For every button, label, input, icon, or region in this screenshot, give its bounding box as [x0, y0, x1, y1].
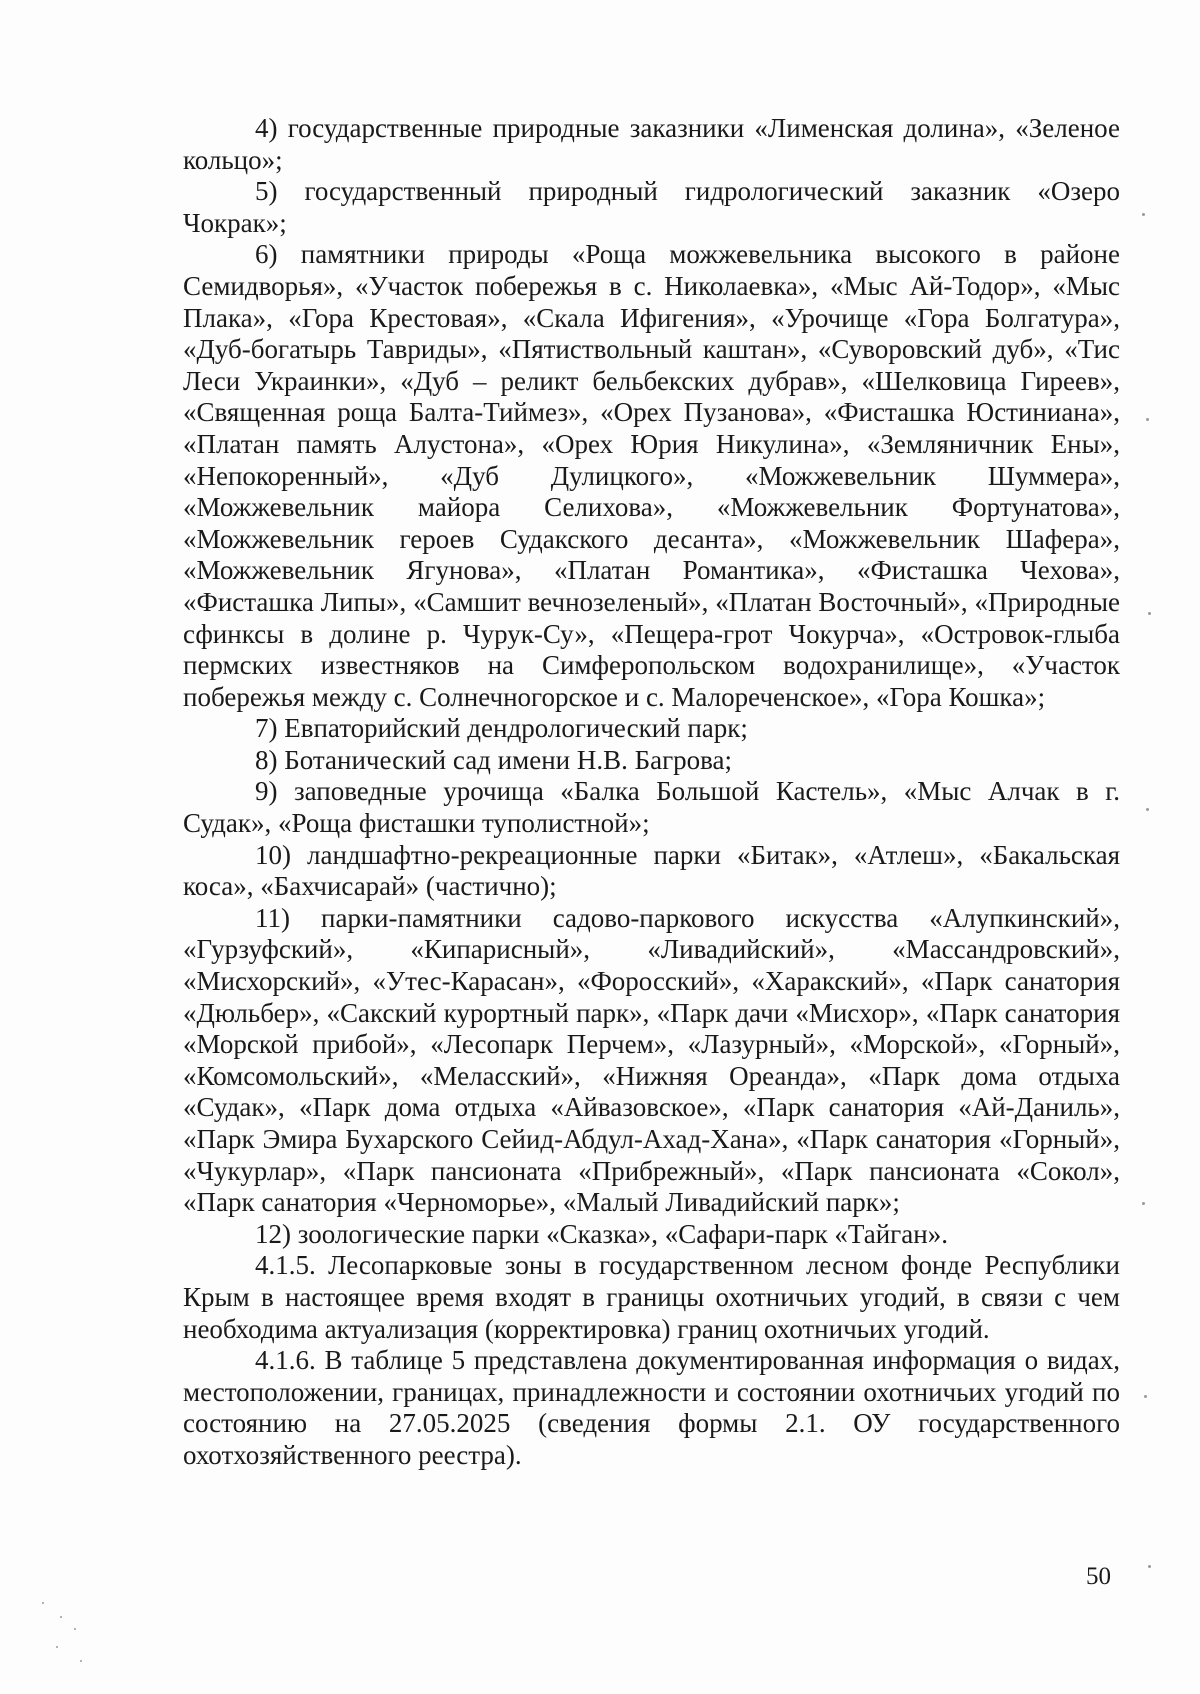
scan-speck: [1144, 1395, 1147, 1398]
scan-speck: [80, 1660, 82, 1662]
paragraph-item-5: 5) государственный природный гидрологический заказник «Озеро Чокрак»;: [183, 176, 1120, 238]
paragraph-section-4-1-6: 4.1.6. В таблице 5 представлена документированная информация о видах, местоположении, границах, принадлежности и состоянии охотничьих угодий по состоянию на 27.05.2025 (сведения формы 2.1. ОУ государственного охотхозяйственного реестра).: [183, 1345, 1120, 1470]
scan-speck: [1146, 808, 1149, 811]
paragraph-item-9: 9) заповедные урочища «Балка Большой Кастель», «Мыс Алчак в г. Судак», «Роща фисташки туполистной»;: [183, 776, 1120, 839]
paragraph-item-12: 12) зоологические парки «Сказка», «Сафари-парк «Тайган».: [255, 1218, 948, 1249]
scan-speck: [1142, 213, 1145, 216]
paragraph-item-7: 7) Евпаторийский дендрологический парк;: [255, 713, 748, 744]
scan-speck: [60, 1616, 62, 1618]
paragraph-item-10: 10) ландшафтно-рекреационные парки «Битак», «Атлеш», «Бакальская коса», «Бахчисарай» (частично);: [183, 839, 1120, 902]
scan-speck: [42, 1602, 44, 1604]
scan-speck: [56, 1646, 58, 1648]
scan-speck: [1146, 418, 1149, 421]
paragraph-item-11: 11) парки-памятники садово-паркового искусства «Алупкинский», «Гурзуфский», «Кипарисный», «Ливадийский», «Массандровский», «Мисхорский», «Утес-Карасан», «Форосский», «Харакский», «Парк санатория «Дюльбер», «Сакский курортный парк», «Парк дачи «Мисхор», «Парк санатория «Морской прибой», «Лесопарк Перчем», «Лазурный», «Морской», «Горный», «Комсомольский», «Меласский», «Нижняя Ореанда», «Парк дома отдыха «Судак», «Парк дома отдыха «Айвазовское», «Парк санатория «Ай-Даниль», «Парк Эмира Бухарского Сейид-Абдул-Ахад-Хана», «Парк санатория «Горный», «Чукурлар», «Парк пансионата «Прибрежный», «Парк пансионата «Сокол», «Парк санатория «Черноморье», «Малый Ливадийский парк»;: [183, 902, 1120, 1218]
paragraph-item-4: 4) государственные природные заказники «Лименская долина», «Зеленое кольцо»;: [183, 113, 1120, 175]
document-body: [183, 113, 1120, 1472]
page-number: 50: [1086, 1563, 1111, 1590]
paragraph-section-4-1-5: 4.1.5. Лесопарковые зоны в государственном лесном фонде Республики Крым в настоящее время входят в границы охотничьих угодий, в связи с чем необходима актуализация (корректировка) границ охотничьих угодий.: [183, 1250, 1120, 1344]
scan-speck: [74, 1628, 76, 1630]
scan-speck: [1142, 1202, 1145, 1205]
scan-speck: [1148, 612, 1151, 615]
paragraph-item-8: 8) Ботанический сад имени Н.В. Багрова;: [255, 744, 733, 775]
paragraph-item-6: 6) памятники природы «Роща можжевельника высокого в районе Семидворья», «Участок побережья в с. Николаевка», «Мыс Ай-Тодор», «Мыс Плака», «Гора Крестовая», «Скала Ифигения», «Урочище «Гора Болгатура», «Дуб-богатырь Тавриды», «Пятиствольный каштан», «Суворовский дуб», «Тис Леси Украинки», «Дуб – реликт бельбекских дубрав», «Шелковица Гиреев», «Священная роща Балта-Тиймез», «Орех Пузанова», «Фисташка Юстиниана», «Платан память Алустона», «Орех Юрия Никулина», «Земляничник Ены», «Непокоренный», «Дуб Дулицкого», «Можжевельник Шуммера», «Можжевельник майора Селихова», «Можжевельник Фортунатова», «Можжевельник героев Судакского десанта», «Можжевельник Шафера», «Можжевельник Ягунова», «Платан Романтика», «Фисташка Чехова», «Фисташка Липы», «Самшит вечнозеленый», «Платан Восточный», «Природные сфинксы в долине р. Чурук-Су», «Пещера-грот Чокурча», «Островок-глыба пермских известняков на Симферопольском водохранилище», «Участок побережья между с. Солнечногорское и с. Малореченское», «Гора Кошка»;: [183, 239, 1120, 712]
scan-speck: [1148, 1565, 1151, 1568]
